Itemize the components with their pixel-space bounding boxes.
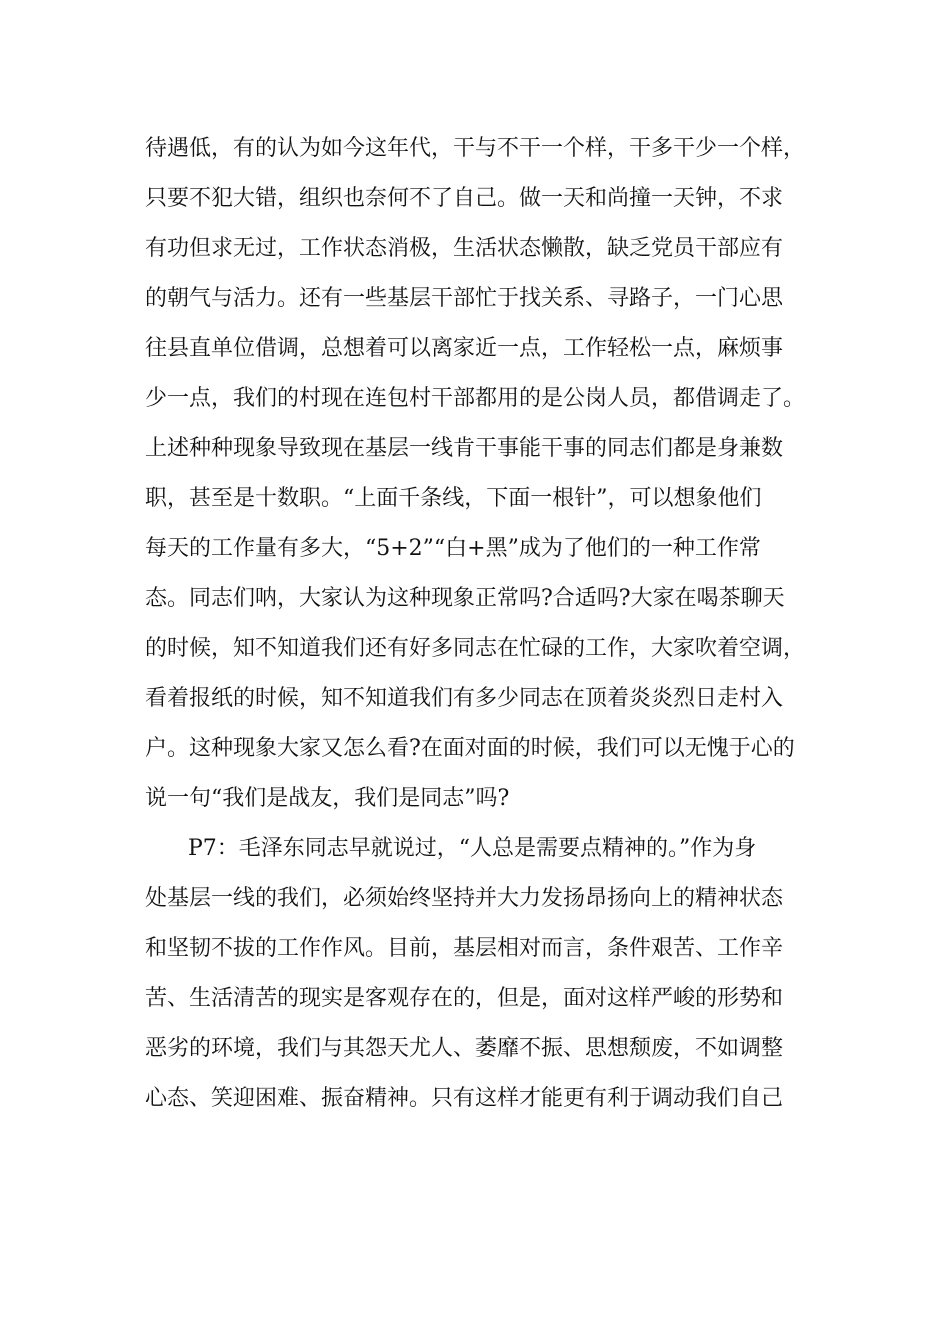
text-line: 看着报纸的时候，知不知道我们有多少同志在顶着炎炎烈日走村入 [145,686,784,711]
text-line: 处基层一线的我们，必须始终坚持并大力发扬昂扬向上的精神状态 [145,886,784,911]
text-line: 往县直单位借调，总想着可以离家近一点，工作轻松一点，麻烦事 [145,336,784,361]
paragraph-body [145,124,810,824]
text-line: 户。这种现象大家又怎么看?在面对面的时候，我们可以无愧于心的 [145,736,795,761]
text-line: 只要不犯大错，组织也奈何不了自己。做一天和尚撞一天钟，不求 [145,186,784,211]
text-line: 和坚韧不拔的工作作风。目前，基层相对而言，条件艰苦、工作辛 [145,936,784,961]
text-line: 的时候，知不知道我们还有好多同志在忙碌的工作，大家吹着空调， [145,636,806,661]
text-line: 少一点，我们的村现在连包村干部都用的是公岗人员，都借调走了。 [145,386,806,411]
text-line: 职，甚至是十数职。“上面千条线，下面一根针”，可以想象他们 [145,486,762,511]
text-line: 上述种种现象导致现在基层一线肯干事能干事的同志们都是身兼数 [145,436,784,461]
text-line: 苦、生活清苦的现实是客观存在的，但是，面对这样严峻的形势和 [145,986,784,1011]
text-line: 恶劣的环境，我们与其怨天尤人、萎靡不振、思想颓废，不如调整 [145,1036,784,1061]
text-line-first: P7：毛泽东同志早就说过，“人总是需要点精神的。”作为身 [188,836,757,861]
text-line: 的朝气与活力。还有一些基层干部忙于找关系、寻路子，一门心思 [145,286,784,311]
text-line: 每天的工作量有多大，“5+2”“白+黑”成为了他们的一种工作常 [145,536,761,561]
text-line: 态。同志们呐，大家认为这种现象正常吗?合适吗?大家在喝茶聊天 [145,586,785,611]
text-line: 有功但求无过，工作状态消极，生活状态懒散，缺乏党员干部应有 [145,236,784,261]
paragraph-p7 [145,824,810,1124]
text-line: 说一句“我们是战友，我们是同志”吗? [145,786,510,811]
text-line: 心态、笑迎困难、振奋精神。只有这样才能更有利于调动我们自己 [145,1086,784,1111]
text-line: 待遇低，有的认为如今这年代，干与不干一个样，干多干少一个样， [145,136,806,161]
